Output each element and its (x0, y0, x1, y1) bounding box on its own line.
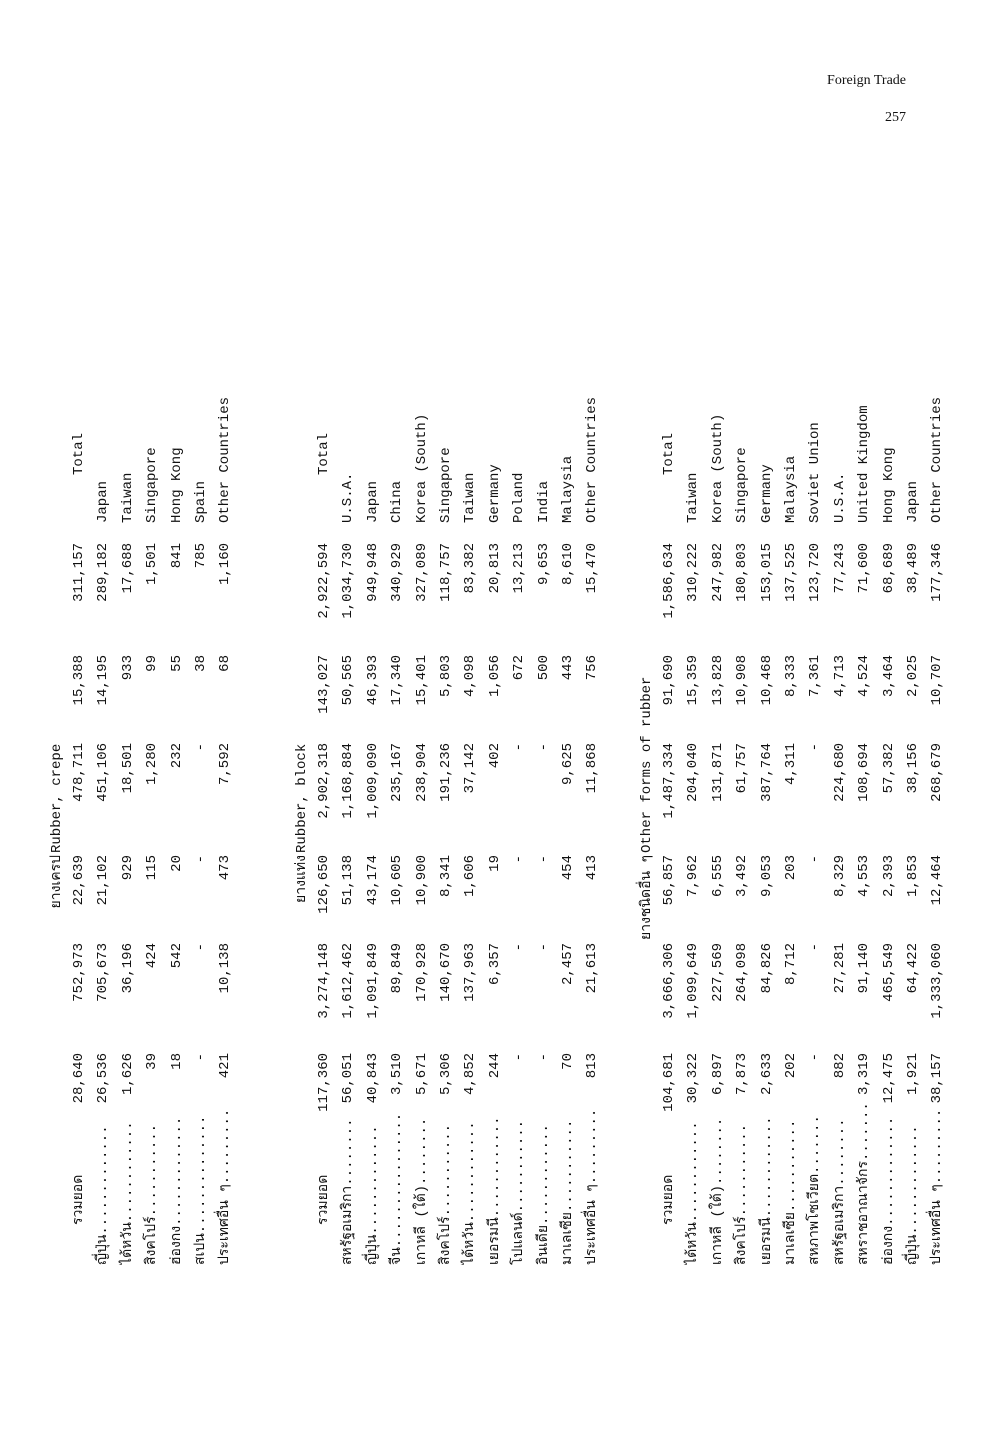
cell-q1: 28,640 (71, 1053, 87, 1104)
cell-v1: 227,569 (709, 943, 726, 1002)
cell-th: สเปน.............. (192, 1115, 209, 1265)
table-row (755, 255, 779, 1265)
cell-q3: 672 (511, 655, 528, 681)
cell-th: ไต้หวัน............ (685, 1121, 702, 1265)
table-row (140, 255, 164, 1265)
cell-en: U.S.A. (831, 472, 848, 523)
cell-v3: 123,720 (807, 543, 824, 602)
cell-th: โปแลนด์........... (511, 1119, 528, 1265)
cell-v1: 137,963 (462, 943, 479, 1002)
cell-en: Singapore (734, 447, 751, 523)
table-row (556, 255, 580, 1265)
cell-v1: 21,613 (584, 943, 601, 994)
table-row (410, 255, 434, 1265)
cell-q2: 9,053 (758, 855, 775, 898)
cell-v2: 9,625 (559, 743, 576, 786)
cell-v2: 38,156 (904, 743, 921, 794)
cell-q1: 4,852 (462, 1053, 479, 1096)
cell-en: Japan (95, 480, 112, 523)
cell-v3: 137,525 (782, 543, 799, 602)
cell-en: Singapore (144, 447, 161, 523)
cell-q3: 68 (217, 655, 234, 672)
cell-v1: 1,091,849 (364, 943, 381, 1019)
cell-th: เยอรมนี............ (758, 1116, 775, 1265)
cell-v3: 1,501 (144, 543, 161, 586)
cell-th: เกาหลี (ใต้)........ (709, 1117, 726, 1265)
cell-th: ฮ่องกง............. (880, 1116, 897, 1265)
cell-v2: 18,501 (119, 743, 136, 794)
cell-en: Japan (364, 480, 381, 523)
cell-en: Hong Kong (880, 447, 897, 523)
cell-q2: 6,555 (709, 855, 726, 898)
cell-v2: 235,167 (389, 743, 406, 802)
cell-v2: 478,711 (71, 743, 87, 802)
cell-q1: 104,681 (661, 1053, 677, 1112)
cell-q1: 3,510 (389, 1053, 406, 1096)
cell-q3: 1,056 (486, 655, 503, 698)
cell-q2: - (535, 855, 552, 864)
cell-q1: 882 (831, 1053, 848, 1079)
cell-v3: 8,610 (559, 543, 576, 586)
cell-v3: 327,089 (413, 543, 430, 602)
cell-v1: 27,281 (831, 943, 848, 994)
cell-q1: 5,306 (437, 1053, 454, 1096)
cell-q3: 8,333 (782, 655, 799, 698)
cell-q1: 56,051 (340, 1053, 357, 1104)
cell-v2: 61,757 (734, 743, 751, 794)
cell-q3: 500 (535, 655, 552, 681)
cell-v3: 13,213 (511, 543, 528, 594)
cell-q2: 8,329 (831, 855, 848, 898)
cell-th: ญี่ปุ่น............. (904, 1125, 921, 1265)
group-label-english: Rubber, block (294, 743, 310, 853)
cell-en: Taiwan (119, 472, 136, 523)
cell-v1: 140,670 (437, 943, 454, 1002)
cell-th: มาเลเซีย........... (559, 1119, 576, 1265)
cell-q2: 115 (144, 855, 161, 881)
cell-v2: 387,764 (758, 743, 775, 802)
cell-v3: 15,470 (584, 543, 601, 594)
cell-v1: 89,849 (389, 943, 406, 994)
group-label-thai: ยางชนิดอื่น ๆ (639, 855, 655, 940)
cell-en: Other Countries (584, 396, 601, 523)
cell-v2: 268,679 (929, 743, 946, 802)
cell-th: ไต้หวัน............ (119, 1121, 136, 1265)
cell-v2: 108,694 (856, 743, 873, 802)
cell-q3: 7,361 (807, 655, 824, 698)
cell-q2: - (192, 855, 209, 864)
cell-q2: 3,492 (734, 855, 751, 898)
cell-v2: 37,142 (462, 743, 479, 794)
cell-q2: 10,900 (413, 855, 430, 906)
cell-q1: 117,360 (316, 1053, 332, 1112)
cell-v3: 247,982 (709, 543, 726, 602)
table-row (828, 255, 852, 1265)
cell-th: เกาหลี (ใต้)........ (413, 1117, 430, 1265)
cell-v3: 1,586,634 (661, 543, 677, 619)
cell-q2: 7,962 (685, 855, 702, 898)
cell-q3: 15,388 (71, 655, 87, 706)
cell-q3: 2,025 (904, 655, 921, 698)
cell-q3: 143,027 (316, 655, 332, 714)
cell-q3: 99 (144, 655, 161, 672)
cell-en: Spain (192, 480, 209, 523)
cell-en: U.S.A. (340, 472, 357, 523)
cell-q2: 1,853 (904, 855, 921, 898)
cell-q1: 1,921 (904, 1053, 921, 1096)
cell-v1: - (511, 943, 528, 952)
cell-q3: 4,098 (462, 655, 479, 698)
cell-q1: 70 (559, 1053, 576, 1070)
cell-th: สหภาพโซเวียต....... (807, 1115, 824, 1265)
cell-th: อินเดีย............ (535, 1124, 552, 1265)
table-row (336, 255, 360, 1265)
cell-q3: 10,468 (758, 655, 775, 706)
cell-q2: 413 (584, 855, 601, 881)
cell-q2: 22,639 (71, 855, 87, 906)
cell-en: Germany (758, 464, 775, 523)
cell-th: ญี่ปุ่น............. (95, 1125, 112, 1265)
cell-th: ญี่ปุ่น............. (364, 1125, 381, 1265)
cell-q1: 244 (486, 1053, 503, 1079)
cell-v2: 1,168,884 (340, 743, 357, 819)
cell-v1: 1,333,060 (929, 943, 946, 1019)
cell-v3: 9,653 (535, 543, 552, 586)
cell-v2: - (807, 743, 824, 752)
cell-q2: 21,102 (95, 855, 112, 906)
cell-th: จีน................ (389, 1112, 406, 1265)
cell-v3: 77,243 (831, 543, 848, 594)
cell-v2: 131,871 (709, 743, 726, 802)
cell-v1: 465,549 (880, 943, 897, 1002)
cell-th: ฮ่องกง............. (168, 1116, 185, 1265)
cell-en: Korea (South) (709, 413, 726, 523)
cell-v1: 542 (168, 943, 185, 969)
cell-q1: 39 (144, 1053, 161, 1070)
table-row (852, 255, 876, 1265)
cell-v2: - (511, 743, 528, 752)
cell-th: มาเลเซีย........... (782, 1119, 799, 1265)
cell-q2: 126,650 (316, 855, 332, 914)
cell-en: Hong Kong (168, 447, 185, 523)
cell-v3: 949,948 (364, 543, 381, 602)
cell-q2: 56,857 (661, 855, 677, 906)
cell-en: India (535, 480, 552, 523)
cell-v1: - (807, 943, 824, 952)
cell-q1: 5,671 (413, 1053, 430, 1096)
running-header-title: Foreign Trade (827, 73, 906, 88)
cell-v2: 238,904 (413, 743, 430, 802)
cell-v1: 10,138 (217, 943, 234, 994)
cell-q3: 756 (584, 655, 601, 681)
cell-v3: 1,160 (217, 543, 234, 586)
rotated-trade-table (49, 255, 946, 1265)
cell-v2: - (192, 743, 209, 752)
cell-v2: 224,680 (831, 743, 848, 802)
cell-v3: 180,803 (734, 543, 751, 602)
cell-q1: 3,319 (856, 1053, 873, 1096)
cell-v3: 311,157 (71, 543, 87, 602)
cell-en: Other Countries (929, 396, 946, 523)
cell-v3: 153,015 (758, 543, 775, 602)
cell-en: Total (316, 432, 332, 475)
cell-q2: 454 (559, 855, 576, 881)
total-row (67, 255, 91, 1265)
cell-v1: 6,357 (486, 943, 503, 986)
table-row (803, 255, 827, 1265)
cell-en: Germany (486, 464, 503, 523)
cell-q3: 15,401 (413, 655, 430, 706)
cell-th: สหรัฐอเมริกา........ (831, 1118, 848, 1265)
cell-v2: 204,040 (685, 743, 702, 802)
cell-v3: 289,182 (95, 543, 112, 602)
cell-v3: 38,489 (904, 543, 921, 594)
cell-q3: 10,707 (929, 655, 946, 706)
cell-v3: 68,689 (880, 543, 897, 594)
cell-q3: 933 (119, 655, 136, 681)
cell-q1: 813 (584, 1053, 601, 1079)
cell-q2: - (807, 855, 824, 864)
cell-q3: 55 (168, 655, 185, 672)
cell-v1: 2,457 (559, 943, 576, 986)
cell-v1: 264,098 (734, 943, 751, 1002)
group-label-english: Other forms of rubber (639, 676, 655, 853)
table-row (189, 255, 213, 1265)
cell-th: สิงคโปร์........... (144, 1123, 161, 1265)
cell-q1: 421 (217, 1053, 234, 1079)
table-row (925, 255, 949, 1265)
cell-q1: 1,626 (119, 1053, 136, 1096)
cell-q1: - (511, 1053, 528, 1062)
cell-v3: 785 (192, 543, 209, 569)
cell-th: ประเทศอื่น ๆ......... (217, 1108, 234, 1265)
cell-en: Taiwan (685, 472, 702, 523)
cell-q3: 46,393 (364, 655, 381, 706)
cell-en: Malaysia (782, 455, 799, 523)
cell-v2: 1,009,090 (364, 743, 381, 819)
table-row (165, 255, 189, 1265)
cell-q3: 4,713 (831, 655, 848, 698)
cell-v1: - (192, 943, 209, 952)
table-row (779, 255, 803, 1265)
cell-q2: 20 (168, 855, 185, 872)
cell-q2: 10,605 (389, 855, 406, 906)
cell-v2: 191,236 (437, 743, 454, 802)
cell-q3: 13,828 (709, 655, 726, 706)
cell-q2: 1,606 (462, 855, 479, 898)
cell-q3: 10,908 (734, 655, 751, 706)
cell-q2: 2,393 (880, 855, 897, 898)
group-label-thai: ยางเครป (49, 855, 65, 909)
cell-q2: 473 (217, 855, 234, 881)
cell-q1: 7,873 (734, 1053, 751, 1096)
cell-en: China (389, 480, 406, 523)
cell-q3: 91,690 (661, 655, 677, 706)
cell-v1: 1,612,462 (340, 943, 357, 1019)
table-row (213, 255, 237, 1265)
table-row (385, 255, 409, 1265)
cell-v1: 8,712 (782, 943, 799, 986)
cell-q1: 18 (168, 1053, 185, 1070)
cell-q1: 2,633 (758, 1053, 775, 1096)
cell-v2: 7,592 (217, 743, 234, 786)
table-row (483, 255, 507, 1265)
total-row (312, 255, 336, 1265)
section-3 (639, 255, 950, 1265)
cell-q2: 929 (119, 855, 136, 881)
cell-v1: 1,099,649 (685, 943, 702, 1019)
table-row (507, 255, 531, 1265)
cell-en: Singapore (437, 447, 454, 523)
cell-q1: 6,897 (709, 1053, 726, 1096)
cell-q1: - (535, 1053, 552, 1062)
cell-v2: 2,902,318 (316, 743, 332, 819)
cell-en: Malaysia (559, 455, 576, 523)
total-row (657, 255, 681, 1265)
table-row (116, 255, 140, 1265)
cell-v2: 232 (168, 743, 185, 769)
cell-v2: 451,106 (95, 743, 112, 802)
cell-v2: - (535, 743, 552, 752)
cell-en: Soviet Union (807, 422, 824, 523)
cell-th: ไต้หวัน............ (462, 1121, 479, 1265)
cell-th: สหรัฐอเมริกา........ (340, 1118, 357, 1265)
cell-q3: 3,464 (880, 655, 897, 698)
cell-v2: 1,487,334 (661, 743, 677, 819)
group-label-english: Rubber, crepe (49, 743, 65, 853)
cell-q2: 8,341 (437, 855, 454, 898)
section-2 (294, 255, 605, 1265)
cell-q3: 443 (559, 655, 576, 681)
cell-th: สิงคโปร์........... (734, 1123, 751, 1265)
cell-q1: - (807, 1053, 824, 1062)
table-row (681, 255, 705, 1265)
cell-v3: 2,922,594 (316, 543, 332, 619)
table-row (434, 255, 458, 1265)
cell-q3: 15,359 (685, 655, 702, 706)
cell-q2: 12,464 (929, 855, 946, 906)
cell-v3: 118,757 (437, 543, 454, 602)
cell-en: Total (71, 432, 87, 475)
cell-q3: 14,195 (95, 655, 112, 706)
cell-v1: 705,673 (95, 943, 112, 1002)
cell-v1: 36,196 (119, 943, 136, 994)
cell-q1: 30,322 (685, 1053, 702, 1104)
cell-en: United Kingdom (856, 405, 873, 523)
group-label-thai: ยางแท่ง (294, 855, 310, 903)
table-row (730, 255, 754, 1265)
cell-th: สิงคโปร์........... (437, 1123, 454, 1265)
cell-en: Taiwan (462, 472, 479, 523)
cell-q2: 43,174 (364, 855, 381, 906)
table-row (361, 255, 385, 1265)
cell-v3: 177,346 (929, 543, 946, 602)
cell-q3: 38 (192, 655, 209, 672)
cell-q2: 4,553 (856, 855, 873, 898)
cell-q2: 203 (782, 855, 799, 881)
cell-q1: 12,475 (880, 1053, 897, 1104)
cell-v2: 1,280 (144, 743, 161, 786)
cell-q1: - (192, 1053, 209, 1062)
cell-q3: 4,524 (856, 655, 873, 698)
cell-v1: 91,140 (856, 943, 873, 994)
cell-v1: - (535, 943, 552, 952)
cell-v1: 170,928 (413, 943, 430, 1002)
cell-q3: 50,565 (340, 655, 357, 706)
table-row (580, 255, 604, 1265)
cell-en: Japan (904, 480, 921, 523)
cell-q2: 51,138 (340, 855, 357, 906)
cell-v2: 4,311 (782, 743, 799, 786)
cell-v3: 17,688 (119, 543, 136, 594)
cell-v1: 84,826 (758, 943, 775, 994)
cell-th: ประเทศอื่น ๆ......... (929, 1108, 946, 1265)
cell-v2: 11,868 (584, 743, 601, 794)
page-number: 257 (885, 110, 906, 125)
cell-q1: 26,536 (95, 1053, 112, 1104)
cell-en: Poland (511, 472, 528, 523)
cell-q2: - (511, 855, 528, 864)
cell-v2: 402 (486, 743, 503, 769)
cell-v3: 340,929 (389, 543, 406, 602)
cell-v3: 310,222 (685, 543, 702, 602)
table-row (91, 255, 115, 1265)
cell-th: ประเทศอื่น ๆ......... (584, 1108, 601, 1265)
cell-th: รวมยอด (316, 1174, 332, 1225)
cell-v1: 752,973 (71, 943, 87, 1002)
table-row (706, 255, 730, 1265)
section-1 (49, 255, 238, 1265)
table-row (458, 255, 482, 1265)
cell-v1: 424 (144, 943, 161, 969)
cell-en: Korea (South) (413, 413, 430, 523)
table-row (901, 255, 925, 1265)
cell-v3: 1,034,730 (340, 543, 357, 619)
cell-v3: 71,600 (856, 543, 873, 594)
table-row (877, 255, 901, 1265)
table-row (532, 255, 556, 1265)
cell-th: รวมยอด (661, 1174, 677, 1225)
cell-th: สหราชอาณาจักร....... (856, 1102, 873, 1265)
cell-q2: 19 (486, 855, 503, 872)
cell-q1: 40,843 (364, 1053, 381, 1104)
cell-th: รวมยอด (71, 1174, 87, 1225)
cell-q3: 17,340 (389, 655, 406, 706)
cell-v1: 3,666,306 (661, 943, 677, 1019)
cell-v1: 64,422 (904, 943, 921, 994)
cell-q3: 5,803 (437, 655, 454, 698)
cell-q1: 202 (782, 1053, 799, 1079)
cell-en: Other Countries (217, 396, 234, 523)
cell-v3: 841 (168, 543, 185, 569)
cell-en: Total (661, 432, 677, 475)
cell-v3: 20,813 (486, 543, 503, 594)
cell-v3: 83,382 (462, 543, 479, 594)
cell-q1: 38,157 (929, 1053, 946, 1104)
cell-v1: 3,274,148 (316, 943, 332, 1019)
cell-th: เยอรมนี............ (486, 1116, 503, 1265)
cell-v2: 57,382 (880, 743, 897, 794)
